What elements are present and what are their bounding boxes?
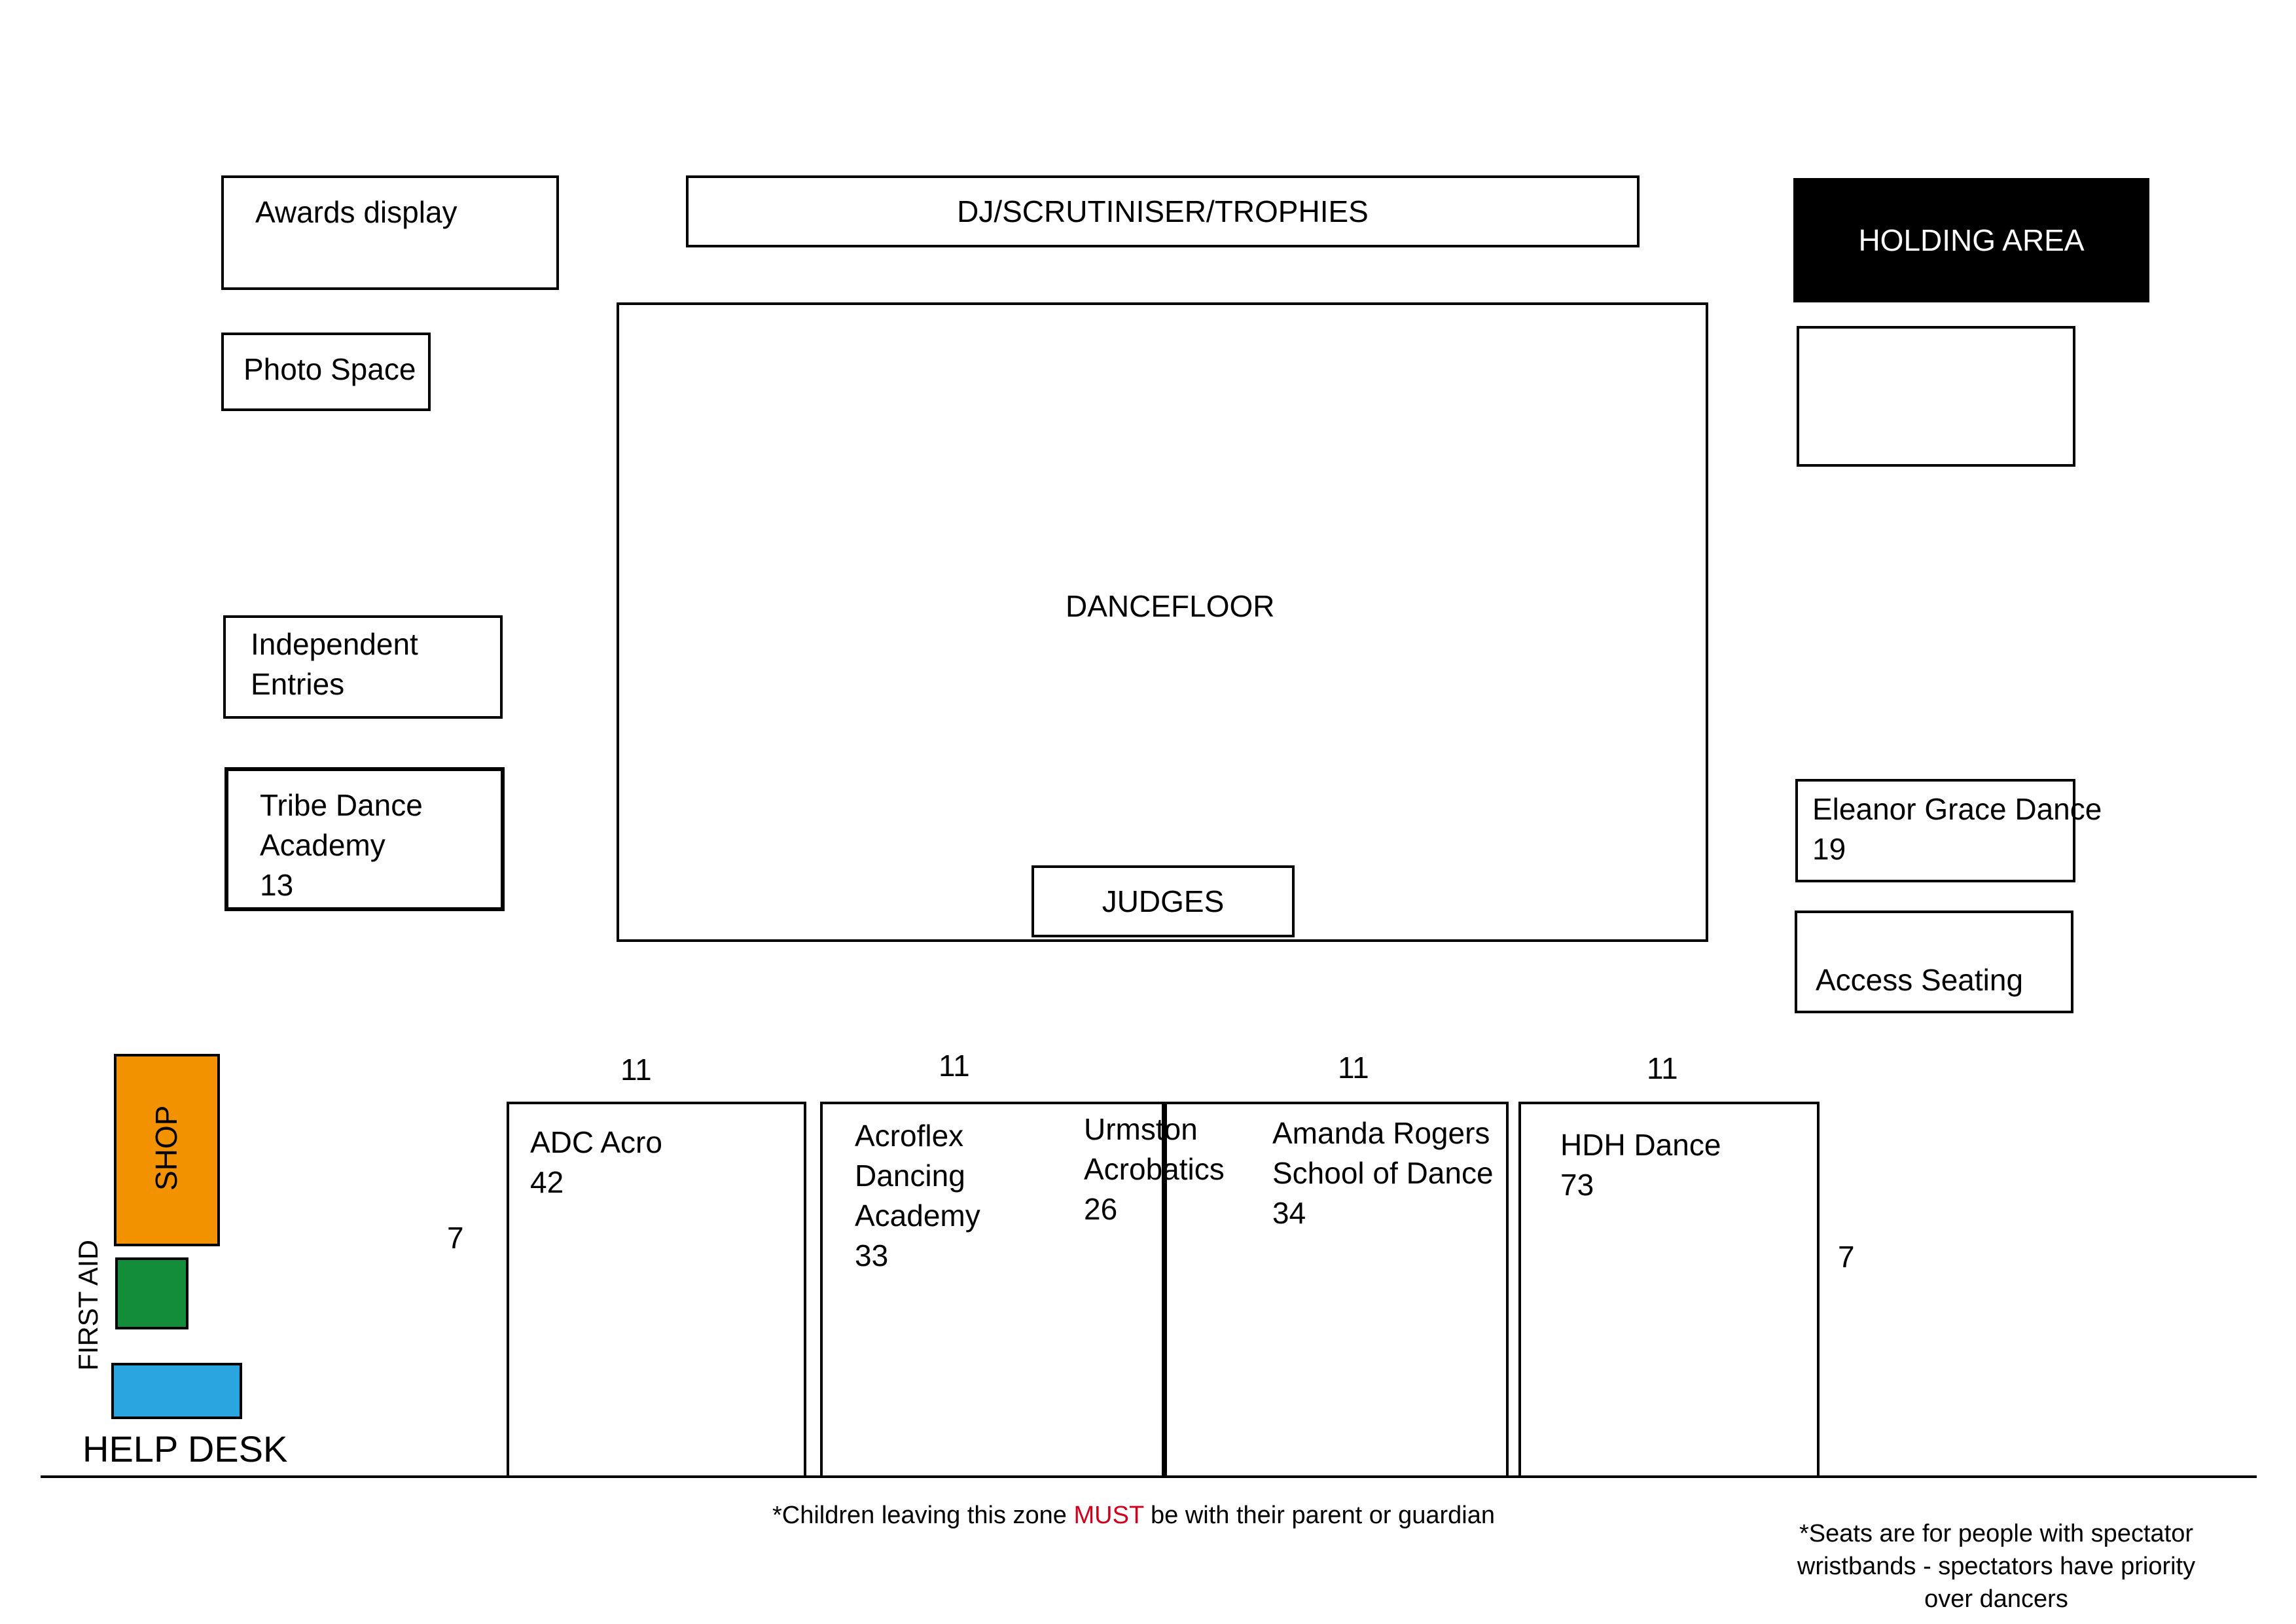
- acroflex-line-3: Academy: [855, 1199, 980, 1233]
- eleanor-count: 19: [1812, 832, 1846, 866]
- seats-note-line-1: *Seats are for people with spectator: [1799, 1520, 2193, 1547]
- urmston-count: 26: [1084, 1192, 1118, 1226]
- acroflex-line-1: Acroflex: [855, 1119, 964, 1153]
- dancefloor: [617, 302, 1708, 942]
- children-note-post: be with their parent or guardian: [1143, 1502, 1496, 1529]
- acroflex-label: [855, 1116, 980, 1276]
- acroflex-line-2: Dancing: [855, 1159, 965, 1193]
- seats-note-line-3: over dancers: [1924, 1585, 2068, 1613]
- first-aid-label: FIRST AID: [73, 1240, 103, 1371]
- children-note-must: MUST: [1073, 1502, 1144, 1529]
- row-number-right: 7: [1838, 1240, 1855, 1274]
- awards-display-area: [221, 175, 559, 290]
- photo-space-label: Photo Space: [243, 352, 416, 386]
- independent-line-2: Entries: [251, 667, 345, 701]
- tribe-count: 13: [260, 868, 294, 902]
- tribe-line-2: Academy: [260, 828, 386, 862]
- independent-line-1: Independent: [251, 627, 418, 661]
- seats-priority-note: [1754, 1517, 2238, 1615]
- adc-line-1: ADC Acro: [530, 1125, 662, 1159]
- hdh-dance-seating: [1518, 1102, 1820, 1478]
- hdh-dance-label: [1560, 1125, 1721, 1205]
- help-desk-area: [111, 1363, 242, 1419]
- children-note-pre: *Children leaving this zone: [772, 1502, 1074, 1529]
- adc-acro-label: [530, 1123, 662, 1202]
- children-zone-note: [772, 1499, 1495, 1532]
- row-number-top-3: 11: [1338, 1051, 1369, 1085]
- independent-entries-area: [223, 615, 503, 719]
- acroflex-count: 33: [855, 1238, 889, 1272]
- dj-label: DJ/SCRUTINISER/TROPHIES: [957, 194, 1369, 228]
- holding-area: [1793, 178, 2149, 302]
- amanda-line-1: Amanda Rogers: [1272, 1116, 1490, 1150]
- urmston-acrobatics-label: [1084, 1110, 1225, 1229]
- urmston-line-2: Acrobatics: [1084, 1152, 1225, 1186]
- amanda-rogers-label: [1272, 1113, 1494, 1233]
- shop-label: SHOP: [149, 1105, 183, 1191]
- holding-area-label: HOLDING AREA: [1858, 223, 2085, 257]
- first-aid-area: [115, 1257, 188, 1329]
- urmston-line-1: Urmston: [1084, 1112, 1198, 1146]
- amanda-count: 34: [1272, 1196, 1306, 1230]
- zone-boundary-line: [41, 1475, 2257, 1478]
- row-number-top-2: 11: [939, 1049, 970, 1083]
- tribe-dance-academy-label: [260, 785, 423, 905]
- row-number-top-1: 11: [620, 1053, 652, 1087]
- dancefloor-label: DANCEFLOOR: [1066, 589, 1275, 623]
- row-number-left: 7: [447, 1221, 464, 1255]
- eleanor-line-1: Eleanor Grace Dance: [1812, 792, 2102, 826]
- independent-entries-label: [251, 624, 418, 704]
- judges-area: [1031, 865, 1295, 937]
- access-seating-label: Access Seating: [1816, 963, 2024, 997]
- eleanor-grace-dance-label: [1812, 789, 2102, 869]
- judges-label: JUDGES: [1102, 884, 1225, 918]
- access-seating-area: [1795, 911, 2073, 1013]
- photo-space-area: [221, 333, 431, 411]
- hdh-count: 73: [1560, 1168, 1594, 1202]
- adc-count: 42: [530, 1165, 564, 1199]
- shop-area: [114, 1054, 220, 1246]
- tribe-dance-academy-seating: [224, 767, 505, 911]
- seats-note-line-2: wristbands - spectators have priority: [1797, 1553, 2196, 1580]
- amanda-line-2: School of Dance: [1272, 1156, 1494, 1190]
- row-number-top-4: 11: [1647, 1051, 1678, 1085]
- hdh-line-1: HDH Dance: [1560, 1128, 1721, 1162]
- eleanor-grace-dance-seating: [1795, 779, 2102, 882]
- adc-acro-seating: [507, 1102, 806, 1478]
- tribe-line-1: Tribe Dance: [260, 788, 423, 822]
- dj-scrutiniser-trophies-area: [686, 175, 1640, 247]
- awards-display-label: Awards display: [255, 195, 457, 229]
- help-desk-label: HELP DESK: [82, 1428, 288, 1470]
- holding-empty-box: [1797, 326, 2075, 467]
